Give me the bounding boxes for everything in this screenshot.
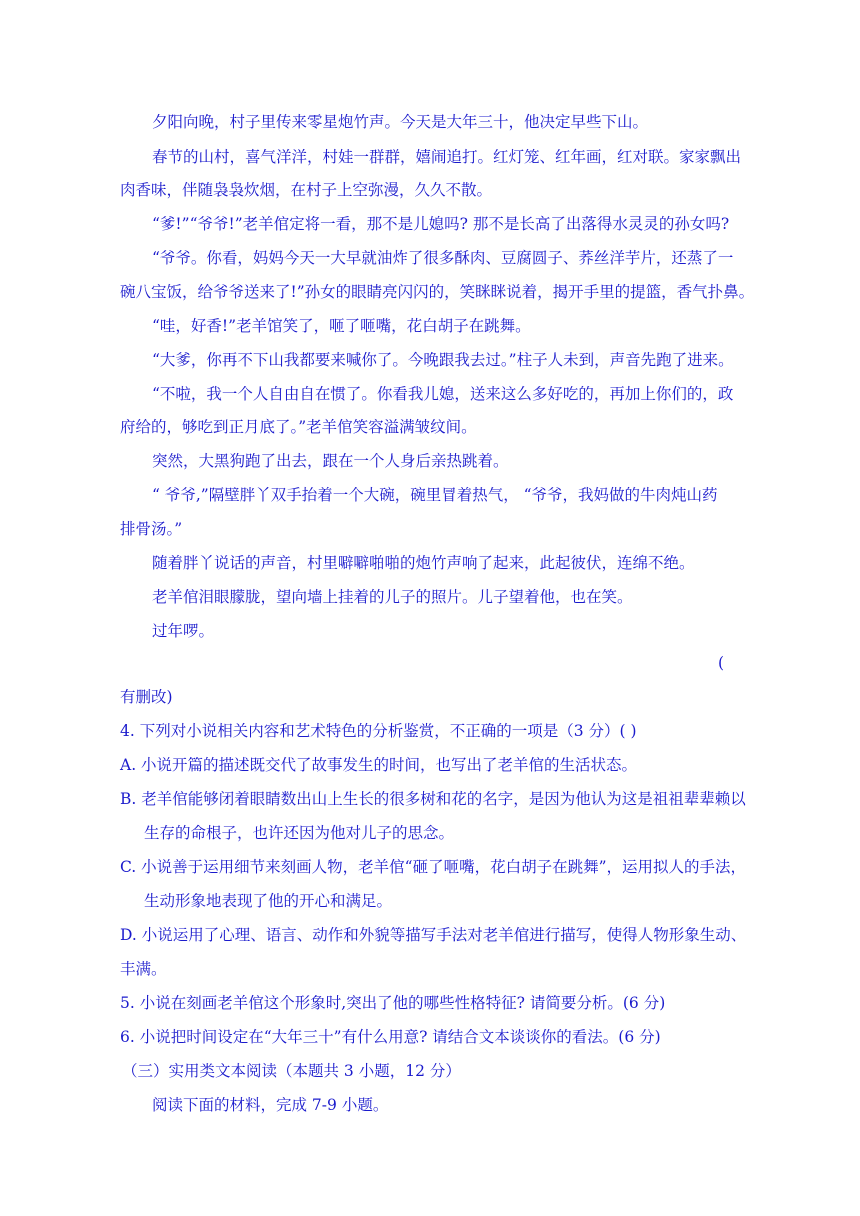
question-4-option-b-line-2: 生存的命根子，也许还因为他对儿子的思念。 [144,824,455,842]
paragraph-8: 突然，大黑狗跑了出去，跟在一个人身后亲热跳着。 [152,452,509,470]
question-5: 5. 小说在刻画老羊倌这个形象时,突出了他的哪些性格特征? 请简要分析。(6 分) [120,994,666,1012]
paragraph-12: 过年啰。 [152,622,215,640]
section-3-heading: （三）实用类文本阅读（本题共 3 小题，12 分） [122,1062,461,1080]
question-4-option-a: A. 小说开篇的描述既交代了故事发生的时间，也写出了老羊倌的生活状态。 [120,756,638,774]
paragraph-4-line-1: “爷爷。你看，妈妈今天一大早就油炸了很多酥肉、豆腐圆子、荞丝洋芋片，还蒸了一 [152,249,734,267]
paragraph-11: 老羊倌泪眼朦胧，望向墙上挂着的儿子的照片。儿子望着他，也在笑。 [152,588,633,606]
question-4-option-c-line-2: 生动形象地表现了他的开心和满足。 [144,892,393,910]
paragraph-10: 随着胖丫说话的声音，村里噼噼啪啪的炮竹声响了起来，此起彼伏，连绵不绝。 [152,554,695,572]
edit-note-paren: ( [718,654,725,672]
question-6: 6. 小说把时间设定在“大年三十”有什么用意? 请结合文本谈谈你的看法。(6 分) [120,1028,661,1046]
section-3-instruction: 阅读下面的材料，完成 7-9 小题。 [152,1096,389,1114]
question-4-option-d-line-1: D. 小说运用了心理、语言、动作和外貌等描写手法对老羊倌进行描写，使得人物形象生动、 [120,926,747,944]
paragraph-9-line-1: “ 爷爷,”隔壁胖丫双手抬着一个大碗，碗里冒着热气， “爷爷，我妈做的牛肉炖山药 [152,486,718,504]
question-4-option-c-line-1: C. 小说善于运用细节来刻画人物，老羊倌“砸了咂嘴，花白胡子在跳舞”，运用拟人的手法， [120,858,747,876]
paragraph-3: “爹!”“爷爷!”老羊倌定将一看，那不是儿媳吗? 那不是长高了出落得水灵灵的孙女吗? [152,215,730,233]
edit-note: 有删改) [120,688,173,706]
paragraph-5: “哇，好香!”老羊馆笑了，咂了咂嘴，花白胡子在跳舞。 [152,317,531,335]
paragraph-6: “大爹，你再不下山我都要来喊你了。今晚跟我去过。”柱子人未到，声音先跑了进来。 [152,351,734,369]
question-4-option-b-line-1: B. 老羊倌能够闭着眼睛数出山上生长的很多树和花的名字，是因为他认为这是祖祖辈辈赖以 [120,790,746,808]
paragraph-9-line-2: 排骨汤。” [120,520,183,538]
paragraph-7-line-1: “不啦，我一个人自由自在惯了。你看我儿媳，送来这么多好吃的，再加上你们的，政 [152,385,734,403]
paragraph-4-line-2: 碗八宝饭，给爷爷送来了!”孙女的眼睛亮闪闪的，笑眯眯说着，揭开手里的提篮，香气扑鼻。 [120,283,755,301]
question-4-option-d-line-2: 丰满。 [120,960,167,978]
paragraph-2-line-1: 春节的山村，喜气洋洋，村娃一群群，嬉闹追打。红灯笼、红年画，红对联。家家飘出 [152,148,742,166]
paragraph-2-line-2: 肉香味，伴随袅袅炊烟，在村子上空弥漫，久久不散。 [120,181,493,199]
paragraph-1: 夕阳向晚，村子里传来零星炮竹声。今天是大年三十，他决定早些下山。 [152,113,649,131]
question-4-stem: 4. 下列对小说相关内容和艺术特色的分析鉴赏，不正确的一项是（3 分）( ) [120,722,637,740]
paragraph-7-line-2: 府给的，够吃到正月底了。”老羊倌笑容溢满皱纹间。 [120,418,477,436]
